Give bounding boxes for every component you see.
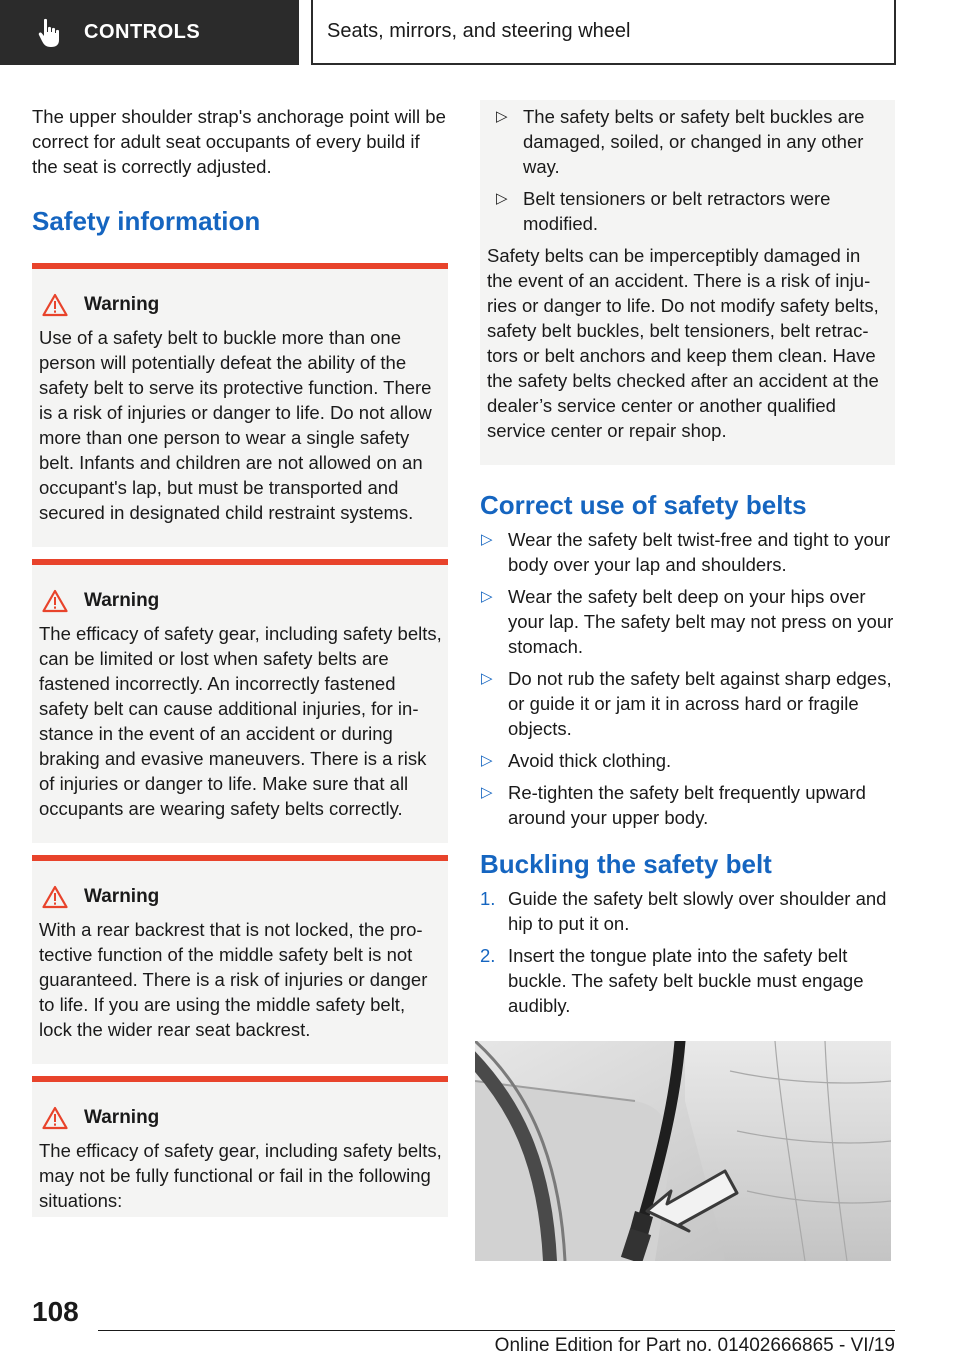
warning-text: The efficacy of safety gear, including safety belts, can be limited or lost when safety belts are fastened incorrectly. An incorrectly fastened safety belt can cause additional injuries, for instance in the event of an accident or during braking and evasive maneuvers. There is a risk of injuries or danger to life. Make sure that all occupants are wearing safety belts correctly. <box>39 623 442 819</box>
warning-title: Warning <box>84 294 160 315</box>
warning-text: The efficacy of safety gear, including safety belts, may not be fully functional or fail in the following situations: <box>39 1140 442 1211</box>
section-title: CONTROLS <box>84 21 201 43</box>
heading-correct-use: Correct use of safety belts <box>480 490 807 520</box>
warning-continuation-box <box>480 100 895 465</box>
warning-triangle-icon <box>42 589 68 613</box>
correct-use-list <box>480 527 895 830</box>
warning-triangle-icon <box>42 293 68 317</box>
list-marker: ▷ <box>481 531 493 548</box>
chapter-title-box <box>311 0 896 65</box>
list-marker: ▷ <box>481 752 493 769</box>
left-column <box>32 100 448 1217</box>
warning-triangle-icon <box>42 885 68 909</box>
warning-text: With a rear backrest that is not locked, the protective function of the middle safety belt is not guaranteed. There is a risk of injuries or danger to life. If you are using the middle safety belt, lock the wider rear seat backrest. <box>39 919 428 1040</box>
warning-title: Warning <box>84 1107 160 1128</box>
warning-text: Safety belts can be imperceptibly damaged in the event of an accident. There is a risk of injuries or danger to life. Do not modify safety belts, safety belt buckles, belt tensioners, belt retractors or belt anchors and keep them clean. Have the safety belts checked after an accident at the dealer’s service center or another qualified service center or repair shop. <box>487 245 879 441</box>
list-marker: ▷ <box>481 784 493 801</box>
warning-box <box>32 1076 448 1217</box>
list-item: ▷ Re-tighten the safety belt frequently upward around your upper body. <box>481 782 866 828</box>
list-marker: ▷ <box>496 108 508 125</box>
step-item: 2. Insert the tongue plate into the safety belt buckle. The safety belt buckle must engage audibly. <box>480 945 864 1016</box>
right-column <box>480 100 895 1025</box>
warning-box <box>32 559 448 843</box>
step-number: 2. <box>480 945 496 966</box>
list-item: ▷ Do not rub the safety belt against sharp edges, or guide it or jam it in across hard or fragile objects. <box>481 668 892 739</box>
heading-safety-information: Safety information <box>32 206 261 236</box>
intro-paragraph: The upper shoulder strap's anchorage point will be correct for adult seat occupants of every build if the seat is correctly adjusted. <box>32 106 446 177</box>
header-section-tab <box>0 0 299 65</box>
buckling-steps <box>480 886 895 1018</box>
list-item: ▷ Belt tensioners or belt retractors were modified. <box>496 188 831 234</box>
list-item: ▷ The safety belts or safety belt buckles are damaged, soiled, or changed in any other way. <box>496 106 865 177</box>
illustration-image <box>475 1041 891 1261</box>
list-item: ▷ Wear the safety belt deep on your hips over your lap. The safety belt may not press on your stomach. <box>481 586 894 657</box>
page-number: 108 <box>32 1296 79 1327</box>
warning-box <box>32 263 448 547</box>
warning-title: Warning <box>84 590 160 611</box>
warning-triangle-icon <box>42 1106 68 1130</box>
footer-divider <box>98 1330 895 1331</box>
step-item: 1. Guide the safety belt slowly over shoulder and hip to put it on. <box>480 888 887 934</box>
warning-title: Warning <box>84 886 160 907</box>
list-marker: ▷ <box>496 190 508 207</box>
heading-buckling: Buckling the safety belt <box>480 849 772 879</box>
footer-edition: Online Edition for Part no. 01402666865 - VI/19 <box>494 1335 895 1356</box>
chapter-title: Seats, mirrors, and steering wheel <box>327 20 631 42</box>
list-marker: ▷ <box>481 588 493 605</box>
warning-text: Use of a safety belt to buckle more than one person will potentially defeat the ability of the safety belt to serve its protective function. There is a risk of injuries or danger to life. Do not allow more than one person to wear a single safety belt. Infants and children are not allowed on an occupant's lap, but must be transported and secured in designated child restraint systems. <box>39 327 432 523</box>
failure-situations-list <box>487 104 889 236</box>
list-item: ▷ Avoid thick clothing. <box>481 750 672 771</box>
seat-belt-buckle-illustration <box>475 1041 891 1261</box>
step-number: 1. <box>480 888 496 909</box>
warning-box <box>32 855 448 1064</box>
pointing-hand-icon <box>38 18 64 48</box>
list-marker: ▷ <box>481 670 493 687</box>
list-item: ▷ Wear the safety belt twist-free and tight to your body over your lap and shoulders. <box>481 529 891 575</box>
